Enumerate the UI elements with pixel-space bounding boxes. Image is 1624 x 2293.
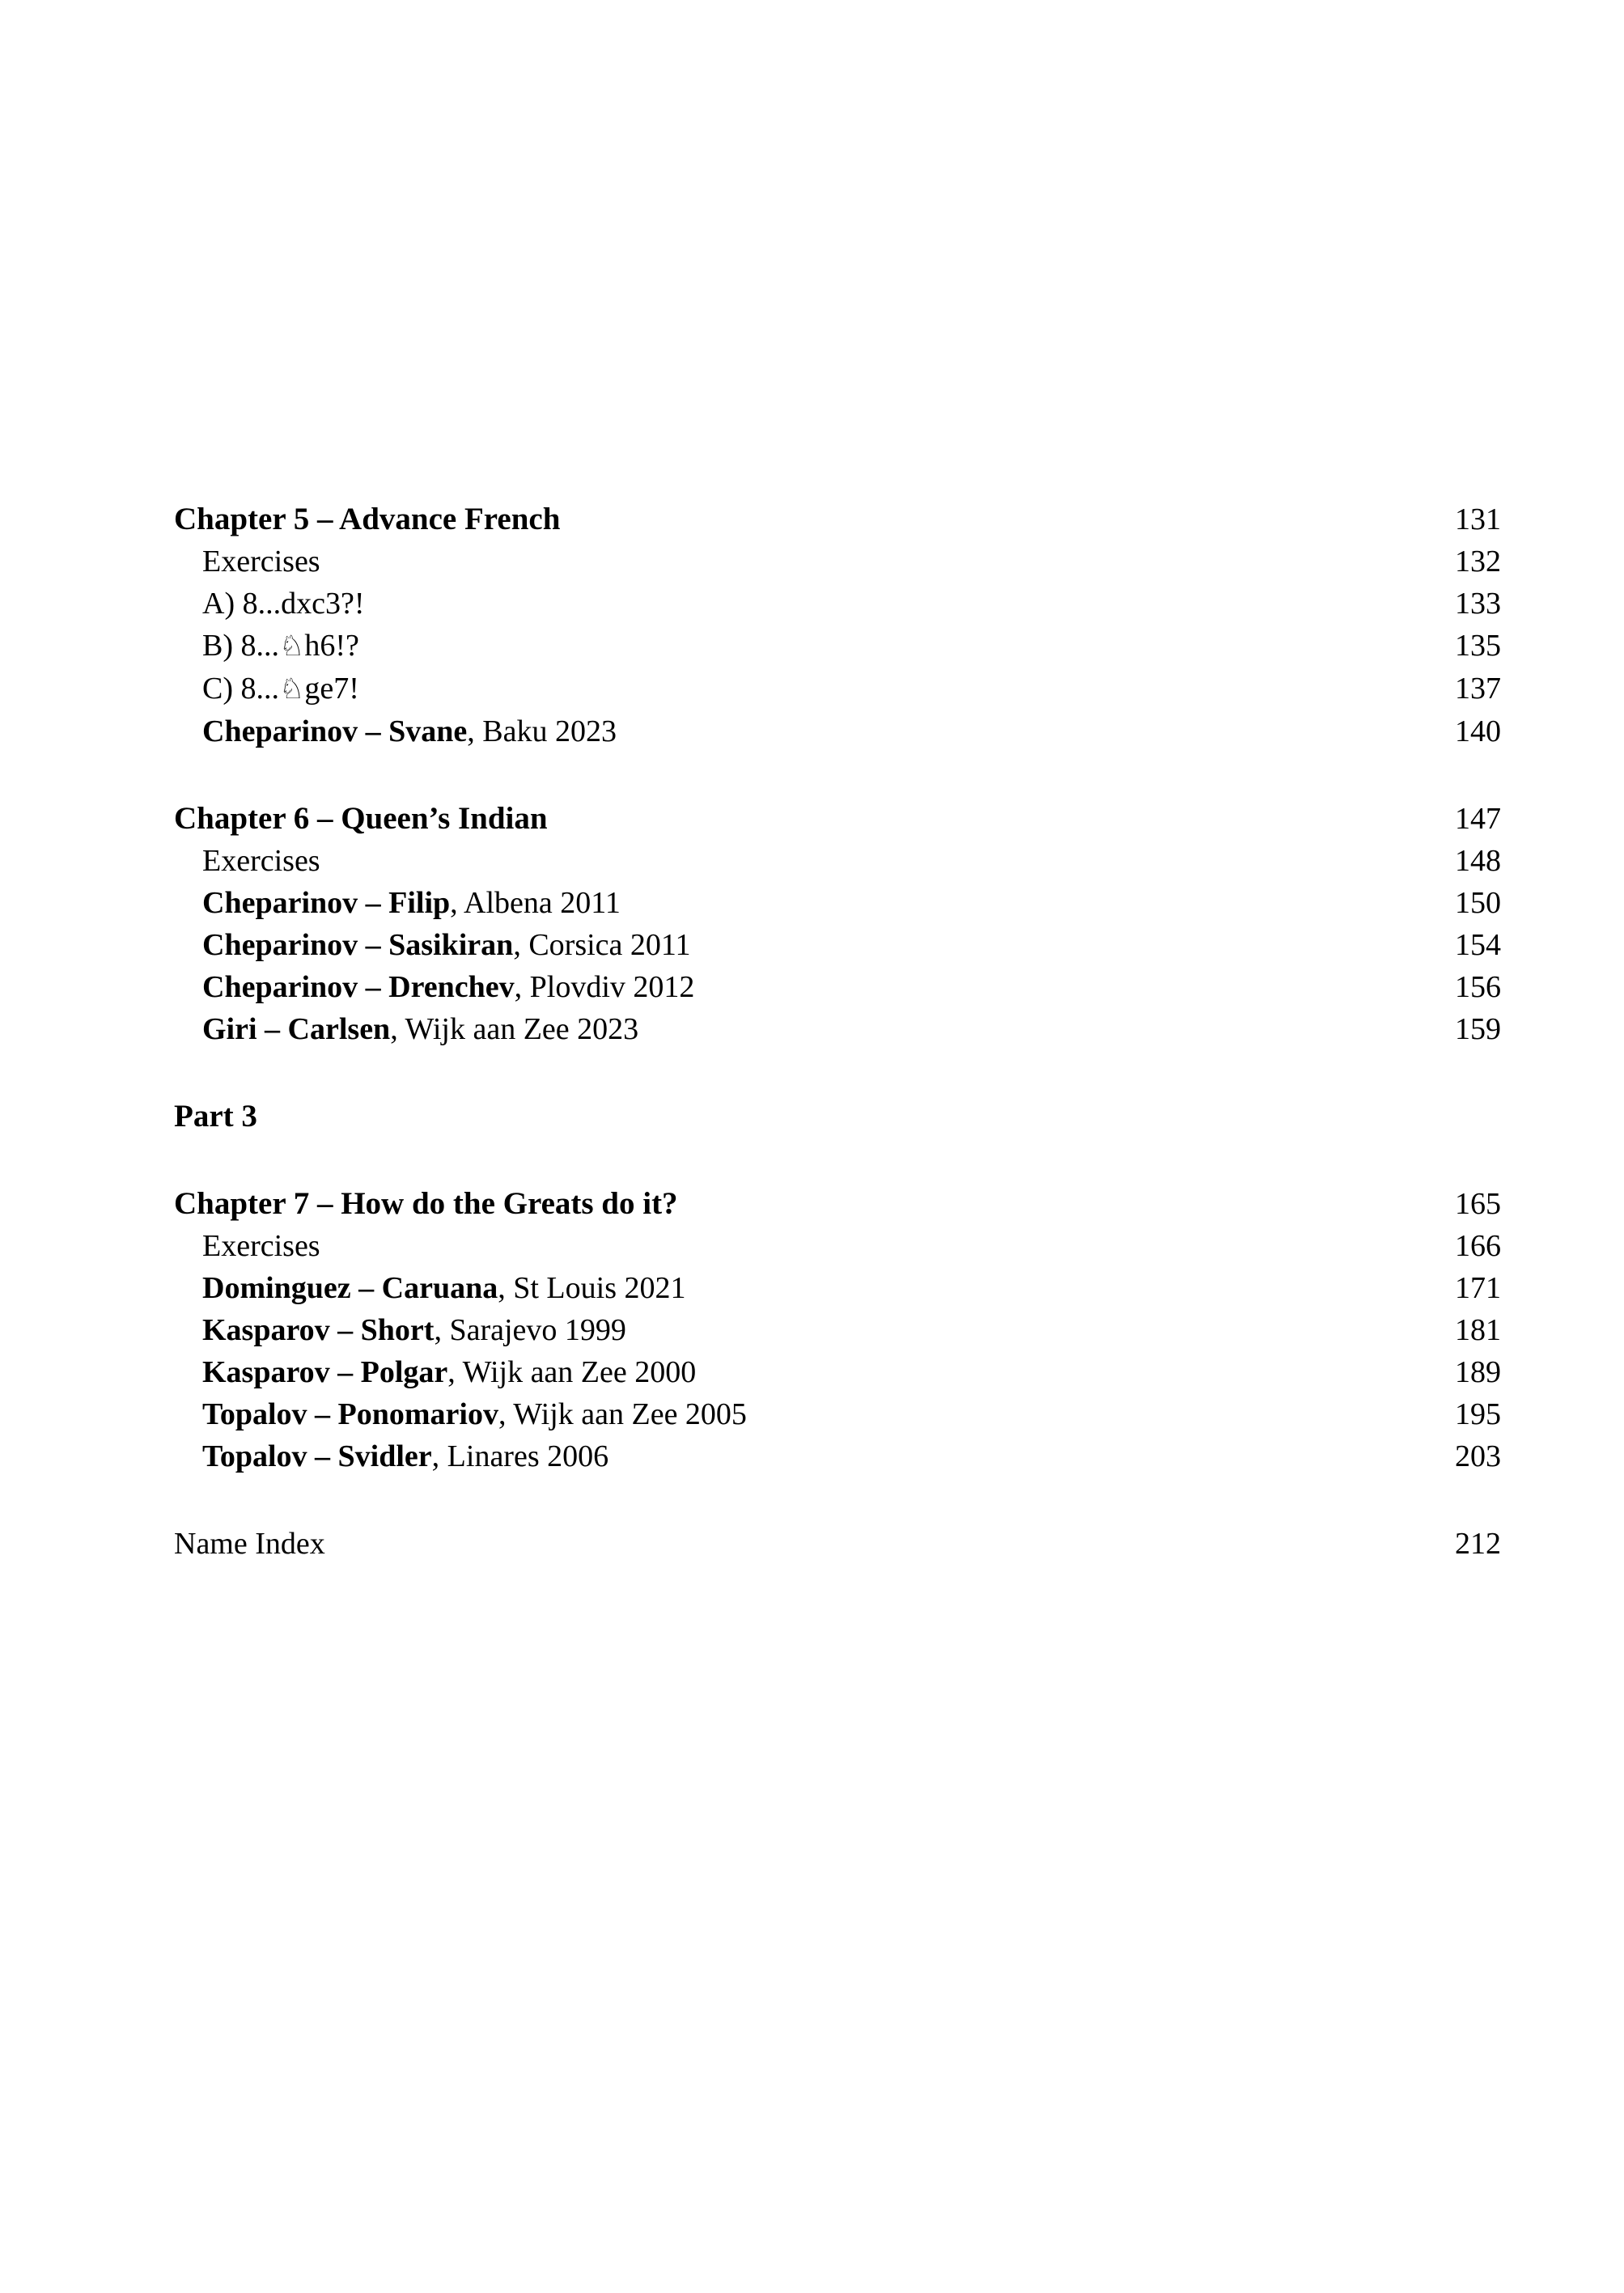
toc-section: [174, 1096, 1501, 1138]
page-number: 154: [1455, 928, 1501, 962]
text-segment: , Wijk aan Zee 2005: [498, 1397, 747, 1431]
page-number: 137: [1455, 672, 1501, 706]
toc-entry-label: [202, 1225, 1455, 1267]
text-segment: Kasparov – Polgar: [202, 1355, 448, 1389]
text-segment: Name Index: [174, 1527, 325, 1561]
toc-section: [174, 1183, 1501, 1477]
toc-entry-row: [174, 1351, 1501, 1393]
text-segment: , Corsica 2011: [513, 928, 691, 962]
toc-entry-row: [174, 583, 1501, 625]
toc-entry-label: [202, 668, 1455, 710]
toc-entry-label: [202, 540, 1455, 583]
text-segment: Cheparinov – Filip: [202, 886, 451, 920]
page-number: 135: [1455, 629, 1501, 663]
text-segment: Part 3: [174, 1099, 257, 1134]
toc-entry-label: [202, 1393, 1455, 1435]
text-segment: Giri – Carlsen: [202, 1012, 391, 1046]
toc-entry-row: [174, 668, 1501, 710]
toc-entry-label: [202, 1435, 1455, 1477]
page-number: 181: [1455, 1313, 1501, 1347]
page-number: 165: [1455, 1187, 1501, 1221]
toc-entry-row: [174, 1008, 1501, 1050]
text-segment: Cheparinov – Sasikiran: [202, 928, 514, 962]
text-segment: Exercises: [202, 1229, 320, 1263]
text-segment: Exercises: [202, 545, 320, 579]
toc-entry-label: [202, 625, 1455, 668]
toc-chapter-label: [174, 1183, 1455, 1225]
page-number: 150: [1455, 886, 1501, 920]
text-segment: , Wijk aan Zee 2023: [390, 1012, 639, 1046]
toc-entry-row: [174, 1309, 1501, 1351]
toc-entry-label: [202, 882, 1455, 924]
text-segment: , Plovdiv 2012: [514, 970, 695, 1004]
page-number: 140: [1455, 714, 1501, 748]
text-segment: , Baku 2023: [467, 714, 617, 748]
page-number: 156: [1455, 970, 1501, 1004]
toc-part-row: [174, 1096, 1501, 1138]
page-number: 195: [1455, 1397, 1501, 1431]
toc-part-label: [174, 1096, 1501, 1138]
text-segment: Chapter 7 – How do the Greats do it?: [174, 1186, 678, 1221]
page-number: 133: [1455, 587, 1501, 621]
toc-entry-row: [174, 540, 1501, 583]
text-segment: Exercises: [202, 844, 320, 878]
text-segment: Cheparinov – Svane: [202, 714, 468, 748]
text-segment: Dominguez – Caruana: [202, 1271, 498, 1305]
toc-chapter-row: [174, 798, 1501, 840]
toc-entry-row: [174, 1267, 1501, 1309]
toc-chapter-label: [174, 798, 1455, 840]
text-segment: A) 8...dxc3?!: [202, 587, 365, 621]
page-number: 131: [1455, 502, 1501, 536]
toc-entry-label: [202, 924, 1455, 966]
toc-entry-label: [202, 710, 1455, 752]
text-segment: Kasparov – Short: [202, 1313, 435, 1347]
page-number: 189: [1455, 1355, 1501, 1389]
page-number: 212: [1455, 1527, 1501, 1561]
toc-entry-label: [202, 966, 1455, 1008]
text-segment: C) 8...: [202, 672, 279, 706]
page-number: 132: [1455, 545, 1501, 579]
toc-list: [174, 498, 1501, 1565]
toc-entry-label: [202, 1008, 1455, 1050]
toc-chapter-label: [174, 498, 1455, 540]
toc-entry-row: [174, 1225, 1501, 1267]
white-knight-icon: ♘: [279, 673, 305, 706]
page-number: 159: [1455, 1012, 1501, 1046]
text-segment: Cheparinov – Drenchev: [202, 970, 515, 1004]
toc-entry-row: [174, 710, 1501, 752]
toc-entry-row: [174, 1393, 1501, 1435]
toc-index-row: [174, 1523, 1501, 1565]
page-number: 166: [1455, 1229, 1501, 1263]
page-number: 148: [1455, 844, 1501, 878]
text-segment: Topalov – Ponomariov: [202, 1397, 498, 1431]
toc-entry-label: [202, 1351, 1455, 1393]
toc-section: [174, 1523, 1501, 1565]
toc-index-label: [174, 1523, 1455, 1565]
toc-section: [174, 498, 1501, 752]
toc-entry-row: [174, 1435, 1501, 1477]
page-number: 147: [1455, 802, 1501, 836]
text-segment: , Sarajevo 1999: [434, 1313, 626, 1347]
text-segment: Chapter 5 – Advance French: [174, 502, 561, 536]
toc-entry-row: [174, 924, 1501, 966]
toc-entry-label: [202, 1309, 1455, 1351]
text-segment: B) 8...: [202, 629, 279, 663]
toc-entry-row: [174, 840, 1501, 882]
toc-entry-label: [202, 1267, 1455, 1309]
text-segment: ge7!: [304, 672, 359, 706]
page-number: 203: [1455, 1439, 1501, 1473]
toc-chapter-row: [174, 498, 1501, 540]
text-segment: Chapter 6 – Queen’s Indian: [174, 801, 548, 836]
toc-entry-label: [202, 840, 1455, 882]
text-segment: , Wijk aan Zee 2000: [447, 1355, 697, 1389]
toc-entry-row: [174, 625, 1501, 668]
text-segment: , Linares 2006: [431, 1439, 609, 1473]
text-segment: Topalov – Svidler: [202, 1439, 432, 1473]
toc-entry-row: [174, 882, 1501, 924]
text-segment: h6!?: [304, 629, 359, 663]
toc-entry-label: [202, 583, 1455, 625]
page-number: 171: [1455, 1271, 1501, 1305]
text-segment: , St Louis 2021: [498, 1271, 686, 1305]
toc-chapter-row: [174, 1183, 1501, 1225]
white-knight-icon: ♘: [279, 630, 305, 663]
toc-entry-row: [174, 966, 1501, 1008]
text-segment: , Albena 2011: [450, 886, 621, 920]
toc-section: [174, 798, 1501, 1050]
